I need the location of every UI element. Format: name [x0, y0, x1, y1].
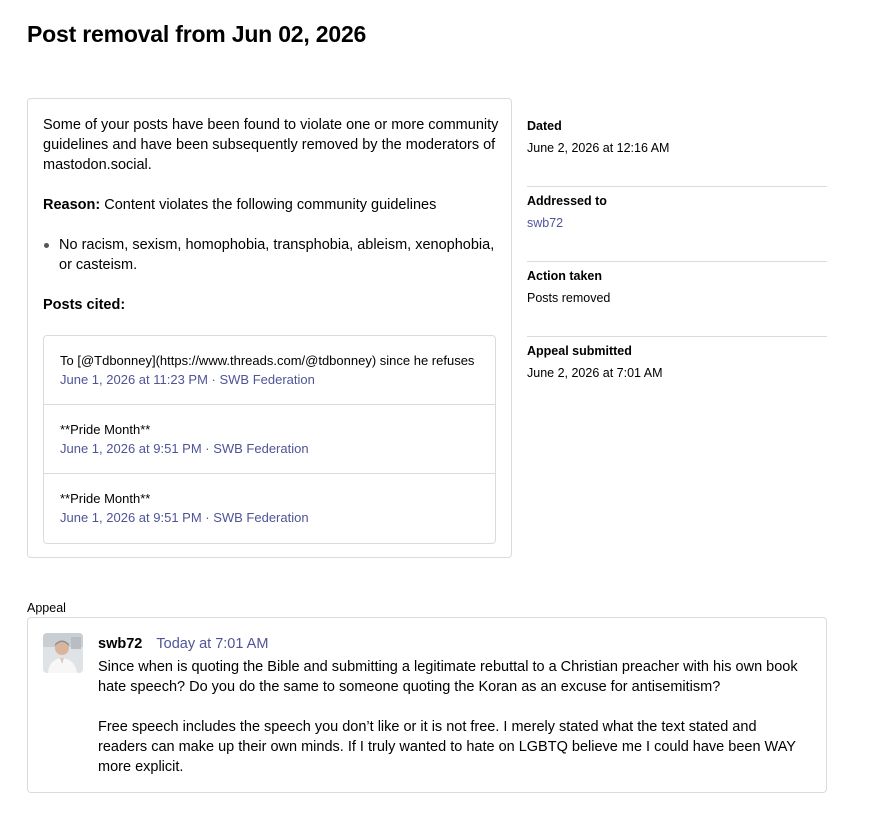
appeal-paragraph: Since when is quoting the Bible and submitting a legitimate rebuttal to a Christian preacher with his own book hate speech? Do you do the same to someone quoting the Koran as an excuse for antisemitism? [98, 659, 798, 695]
meta-value: June 2, 2026 at 7:01 AM [527, 366, 663, 380]
cited-post-text: To [@Tdbonney](https://www.threads.com/@tdbonney) since he refuses [60, 353, 475, 368]
appeal-username[interactable]: swb72 [98, 636, 143, 652]
appeal-section-label: Appeal [27, 601, 66, 615]
cited-post-text: **Pride Month** [60, 422, 151, 437]
posts-cited-heading: Posts cited: [43, 297, 126, 313]
appeal-timestamp: Today at 7:01 AM [156, 636, 269, 652]
cited-post[interactable] [44, 405, 495, 474]
addressed-user-link[interactable]: swb72 [527, 216, 564, 230]
avatar[interactable] [43, 633, 83, 673]
strike-details-card [27, 98, 512, 558]
meta-dated [527, 112, 827, 187]
cited-post-meta[interactable]: June 1, 2026 at 9:51 PM · SWB Federation [60, 510, 309, 525]
cited-post-meta[interactable]: June 1, 2026 at 9:51 PM · SWB Federation [60, 441, 309, 456]
meta-label: Addressed to [527, 194, 607, 208]
cited-post[interactable] [44, 474, 495, 543]
cited-post-meta[interactable]: June 1, 2026 at 11:23 PM · SWB Federation [60, 372, 315, 387]
meta-label: Appeal submitted [527, 344, 632, 358]
meta-appeal-submitted [527, 337, 827, 412]
appeal-text [98, 657, 808, 777]
meta-label: Action taken [527, 269, 603, 283]
meta-label: Dated [527, 119, 562, 133]
appeal-paragraph: Free speech includes the speech you don’t like or it is not free. I merely stated what the text stated and readers can make up their own minds. If I truly wanted to hate on LGBTQ believe me I could have been WAY more explicit. [98, 719, 796, 775]
user-avatar-icon [43, 633, 83, 673]
appeal-card [27, 617, 827, 793]
cited-posts-list [43, 335, 496, 544]
appeal-header [98, 634, 268, 654]
meta-value: Posts removed [527, 291, 611, 305]
strike-reason [43, 195, 503, 215]
rules-list [43, 235, 503, 275]
rule-item: No racism, sexism, homophobia, transphobia, ableism, xenophobia, or casteism. [43, 235, 503, 275]
reason-text: Content violates the following community guidelines [104, 197, 437, 213]
cited-post-text: **Pride Month** [60, 491, 151, 506]
meta-action-taken [527, 262, 827, 337]
strike-meta-sidebar [527, 112, 827, 412]
strike-intro-text: Some of your posts have been found to violate one or more community guidelines and have been subsequently removed by the moderators of mastodon.social. [43, 117, 499, 173]
meta-addressed-to [527, 187, 827, 262]
reason-label: Reason: [43, 197, 101, 213]
cited-post[interactable] [44, 336, 495, 405]
meta-value: June 2, 2026 at 12:16 AM [527, 141, 670, 155]
page-title: Post removal from Jun 02, 2026 [27, 21, 367, 47]
